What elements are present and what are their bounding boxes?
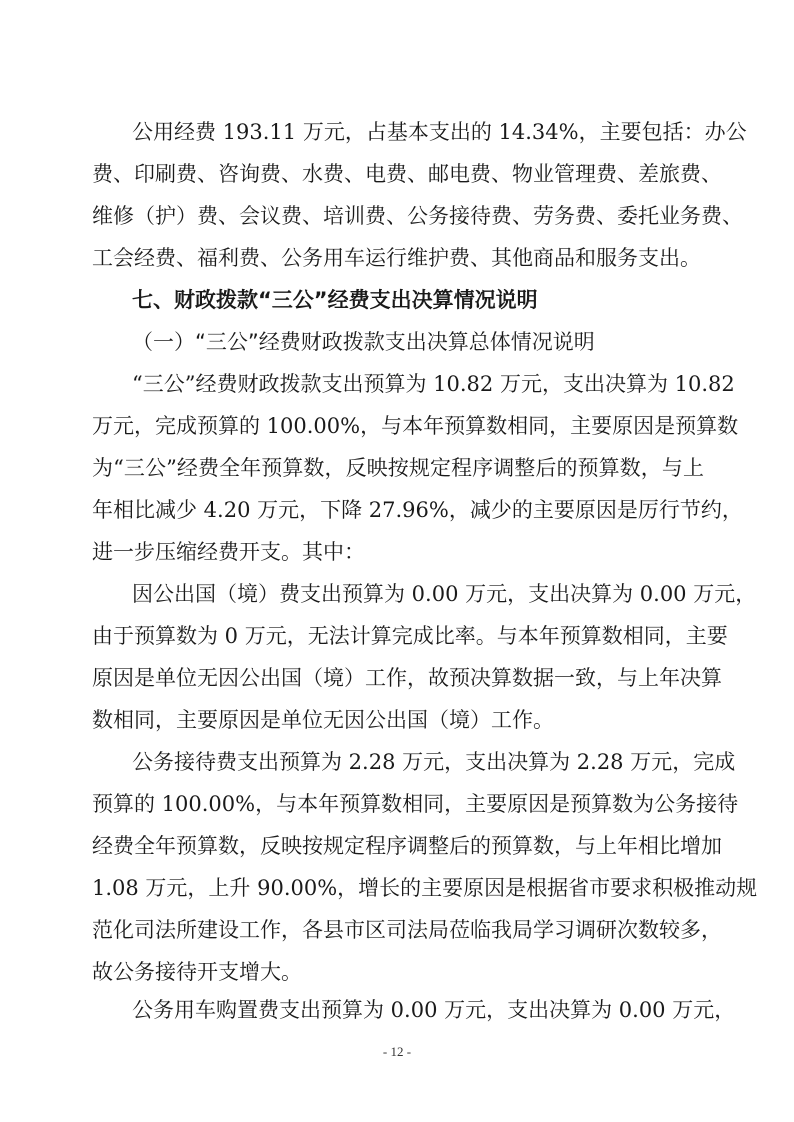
paragraph-4-line-3: 经费全年预算数，反映按规定程序调整后的预算数，与上年相比增加 — [92, 834, 722, 858]
paragraph-4-line-1: 公务接待费支出预算为 2.28 万元，支出决算为 2.28 万元，完成 — [132, 750, 736, 774]
paragraph-4-line-6: 故公务接待开支增大。 — [92, 960, 302, 984]
paragraph-3-line-4: 数相同，主要原因是单位无因公出国（境）工作。 — [92, 708, 554, 732]
section-heading-7: 七、财政拨款“三公”经费支出决算情况说明 — [132, 288, 538, 312]
page-number: - 12 - — [382, 1044, 412, 1059]
paragraph-3-line-3: 原因是单位无因公出国（境）工作，故预决算数据一致，与上年决算 — [92, 666, 722, 690]
subheading-1: （一）“三公”经费财政拨款支出决算总体情况说明 — [132, 330, 595, 354]
paragraph-2-line-2: 万元，完成预算的 100.00%，与本年预算数相同，主要原因是预算数 — [92, 414, 739, 438]
paragraph-2-line-4: 年相比减少 4.20 万元，下降 27.96%，减少的主要原因是厉行节约， — [92, 498, 743, 522]
paragraph-1-line-2: 费、印刷费、咨询费、水费、电费、邮电费、物业管理费、差旅费、 — [92, 162, 722, 186]
paragraph-1-line-4: 工会经费、福利费、公务用车运行维护费、其他商品和服务支出。 — [92, 246, 701, 270]
paragraph-5-line-1: 公务用车购置费支出预算为 0.00 万元，支出决算为 0.00 万元， — [132, 998, 736, 1022]
paragraph-4-line-4: 1.08 万元，上升 90.00%，增长的主要原因是根据省市要求积极推动规 — [92, 876, 758, 900]
paragraph-2-line-5: 进一步压缩经费开支。其中： — [92, 540, 365, 564]
paragraph-4-line-2: 预算的 100.00%，与本年预算数相同，主要原因是预算数为公务接待 — [92, 792, 739, 816]
paragraph-3-line-1: 因公出国（境）费支出预算为 0.00 万元，支出决算为 0.00 万元， — [132, 582, 757, 606]
paragraph-3-line-2: 由于预算数为 0 万元，无法计算完成比率。与本年预算数相同，主要 — [92, 624, 728, 648]
paragraph-4-line-5: 范化司法所建设工作，各县市区司法局莅临我局学习调研次数较多， — [92, 918, 722, 942]
paragraph-1-line-3: 维修（护）费、会议费、培训费、公务接待费、劳务费、委托业务费、 — [92, 204, 743, 228]
paragraph-1-line-1: 公用经费 193.11 万元，占基本支出的 14.34%，主要包括：办公 — [132, 120, 747, 144]
paragraph-2-line-3: 为“三公”经费全年预算数，反映按规定程序调整后的预算数，与上 — [92, 456, 704, 480]
paragraph-2-line-1: “三公”经费财政拨款支出预算为 10.82 万元，支出决算为 10.82 — [132, 372, 735, 396]
